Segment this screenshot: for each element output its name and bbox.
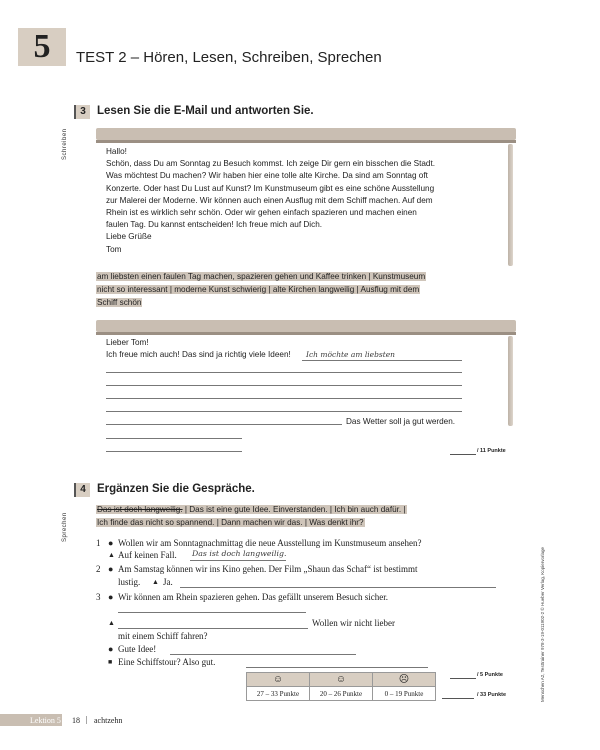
dialog-answer: Auf keinen Fall. <box>118 550 177 560</box>
answer-line[interactable] <box>190 560 286 561</box>
writing-line[interactable] <box>106 451 242 452</box>
task-3-title: Lesen Sie die E-Mail und antworten Sie. <box>97 105 314 117</box>
score-range: 27 – 33 Punkte <box>247 687 310 701</box>
email-line: zur Malerei der Moderne. Wir können auch einen Ausflug mit dem Schiff machen. Auf dem <box>106 195 433 205</box>
writing-line[interactable] <box>106 372 462 373</box>
email-text <box>106 146 435 256</box>
option-line: | Das ist eine gute Idee. Einverstanden. | Ich bin auch dafür. | <box>182 505 406 514</box>
score-range: 20 – 26 Punkte <box>310 687 373 701</box>
task-4-options <box>96 503 407 529</box>
option-struck: Das ist doch langweilig. <box>97 505 183 514</box>
page-title: TEST 2 – Hören, Lesen, Schreiben, Sprechen <box>76 49 382 66</box>
bullet-circle: ● <box>108 538 114 548</box>
page-word: achtzehn <box>94 716 123 725</box>
bullet-triangle: ▲ <box>108 551 115 559</box>
answer-line[interactable] <box>170 654 356 655</box>
reply-intro: Ich freue mich auch! Das sind ja richtig viele Ideen! <box>106 350 291 359</box>
chapter-number: 5 <box>33 28 51 65</box>
reply-greeting: Lieber Tom! <box>106 338 149 347</box>
bullet-triangle: ▲ <box>108 619 115 627</box>
lesson-label: Lektion 5 <box>30 716 61 725</box>
total-points: / 33 Punkte <box>477 692 507 698</box>
points-blank[interactable] <box>450 454 476 455</box>
reply-scroll-edge <box>508 336 513 426</box>
smiley-happy-icon: ☺ <box>247 673 310 687</box>
answer-line[interactable] <box>118 628 308 629</box>
smiley-sad-icon: ☹ <box>373 673 436 687</box>
dialog-line: Wollen wir nicht lieber <box>312 618 395 628</box>
writing-line[interactable] <box>106 424 342 425</box>
email-line: Konzerte. Oder hast Du Lust auf Kunst? Im Kunstmuseum gibt es eine schöne Ausstellung <box>106 183 435 193</box>
option-line: Ich finde das nicht so spannend. | Dann machen wir das. | Was denkt ihr? <box>97 518 364 527</box>
writing-line[interactable] <box>302 360 462 361</box>
option-line: am liebsten einen faulen Tag machen, spazieren gehen und Kaffee trinken | Kunstmuseum <box>97 272 426 281</box>
dialog-answer: Ja. <box>163 577 173 587</box>
bullet-circle: ● <box>108 564 114 574</box>
email-line: Tom <box>106 244 122 254</box>
side-label-schreiben: Schreiben <box>62 128 68 160</box>
page-number: 18 <box>72 716 80 725</box>
email-line: Rhein ist es wirklich sehr schön. Oder wir gehen einfach spazieren und machen einen <box>106 208 417 218</box>
bullet-circle: ● <box>108 592 114 602</box>
email-line: Liebe Grüße <box>106 232 152 242</box>
task-4-title: Ergänzen Sie die Gespräche. <box>97 483 255 495</box>
footer-divider: | <box>86 715 88 724</box>
writing-line[interactable] <box>106 411 462 412</box>
option-line: Schiff schön <box>97 298 142 307</box>
reply-scroll-top <box>96 320 516 332</box>
bullet-triangle: ▲ <box>152 578 159 586</box>
answer-line[interactable] <box>118 612 306 613</box>
points-blank[interactable] <box>450 678 476 679</box>
score-range: 0 – 19 Punkte <box>373 687 436 701</box>
copyright-note: Menschen A2, Testtrainer 978-3-19-011902-2 © Hueber Verlag, Kopiervorlage <box>540 547 545 702</box>
writing-line[interactable] <box>106 438 242 439</box>
task-4-number: 4 <box>74 483 90 497</box>
total-points-blank[interactable] <box>442 698 474 699</box>
email-line: Hallo! <box>106 147 127 156</box>
task-4-points: / 5 Punkte <box>477 672 503 678</box>
option-line: nicht so interessant | moderne Kunst schwierig | alte Kirchen langweilig | Ausflug mit dem <box>97 285 420 294</box>
bullet-circle: ● <box>108 644 114 654</box>
task-3-options <box>96 270 426 309</box>
dialog-question: Wollen wir am Sonntagnachmittag die neue Ausstellung im Kunstmuseum ansehen? <box>118 538 422 548</box>
side-label-sprechen: Sprechen <box>62 512 68 542</box>
reply-handwriting: Ich möchte am liebsten <box>306 350 396 359</box>
email-line: Schön, dass Du am Sonntag zu Besuch kommst. Ich zeige Dir gern ein bisschen die Stadt. <box>106 159 436 169</box>
email-line: Was möchtest Du machen? Wir haben hier eine tolle alte Kirche. Da sind am Sonntag oft <box>106 171 428 181</box>
writing-line[interactable] <box>106 398 462 399</box>
answer-line[interactable] <box>246 667 428 668</box>
task-3-number: 3 <box>74 105 90 119</box>
writing-line[interactable] <box>106 385 462 386</box>
email-scroll-edge <box>508 144 513 266</box>
dialog-handwriting: Das ist doch langweilig. <box>192 549 287 558</box>
dialog-number: 3 <box>96 592 101 602</box>
email-line: faulen Tag. Du kannst entscheiden! Ich freue mich auf Dich. <box>106 220 323 230</box>
dialog-number: 1 <box>96 538 101 548</box>
smiley-neutral-icon: ☺ <box>310 673 373 687</box>
dialog-question: Am Samstag können wir ins Kino gehen. Der Film „Shaun das Schaf“ ist bestimmt <box>118 564 418 574</box>
task-3-points: / 11 Punkte <box>477 448 506 454</box>
email-scroll-top <box>96 128 516 140</box>
dialog-number: 2 <box>96 564 101 574</box>
dialog-line: mit einem Schiff fahren? <box>118 631 208 641</box>
dialog-line: Eine Schiffstour? Also gut. <box>118 657 216 667</box>
dialog-question-cont: lustig. <box>118 577 141 587</box>
score-table <box>246 672 436 701</box>
dialog-line: Gute Idee! <box>118 644 157 654</box>
dialog-question: Wir können am Rhein spazieren gehen. Das gefällt unserem Besuch sicher. <box>118 592 389 602</box>
bullet-triangle: ■ <box>108 658 113 666</box>
answer-line[interactable] <box>180 587 496 588</box>
reply-closing: Das Wetter soll ja gut werden. <box>346 417 456 426</box>
